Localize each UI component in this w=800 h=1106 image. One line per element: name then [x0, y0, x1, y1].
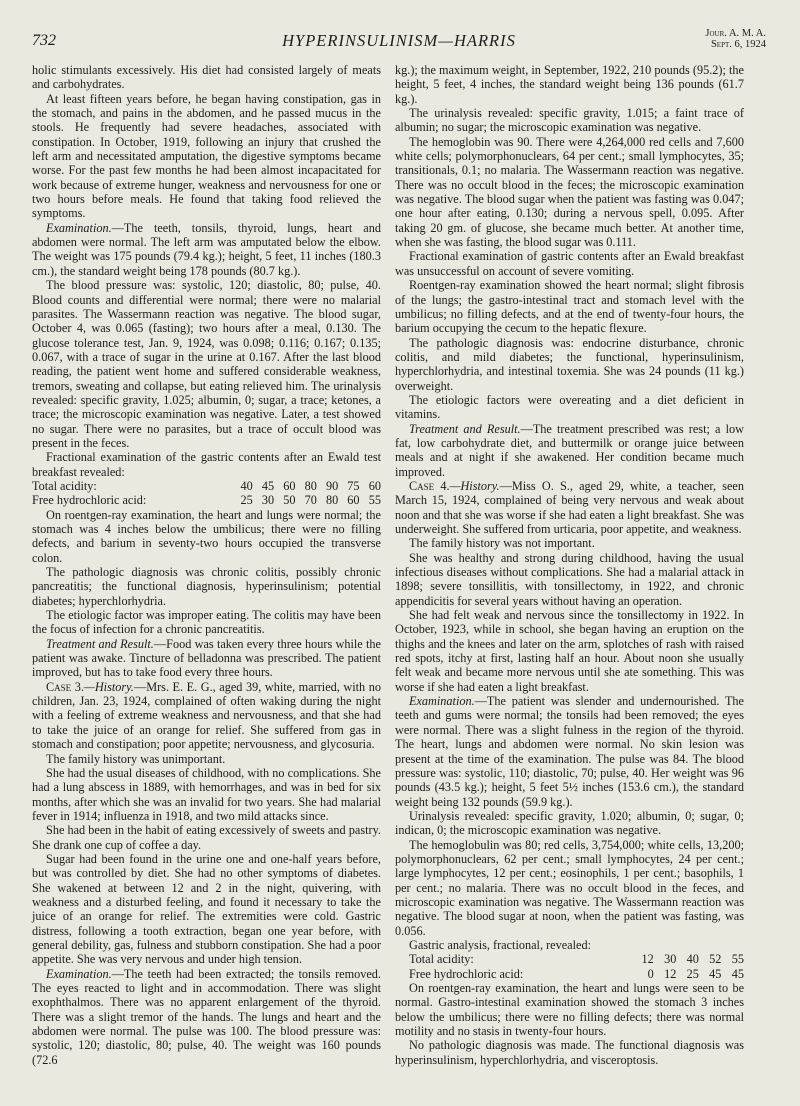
- row-label: Free hydrochloric acid:: [32, 493, 147, 508]
- table-row: [32, 479, 381, 493]
- page-number: 732: [32, 32, 56, 49]
- table-cell: 90: [325, 478, 339, 493]
- paragraph: Fractional examination of gastric contents after an Ewald breakfast was unsuccessful on account of severe vomiting.: [395, 249, 744, 278]
- table-cell: 52: [709, 952, 722, 967]
- paragraph: On roentgen-ray examination, the heart and lungs were seen to be normal. Gastro-intestinal examination showed the stomach 3 inches below the umbilicus; there were no filling defects; there was normal motility and no stasis in twenty-four hours.: [395, 981, 744, 1039]
- paragraph: Sugar had been found in the urine one and one-half years before, but was controlled by diet. She had no other symptoms of diabetes. She wakened at between 12 and 2 in the night, quivering, with weakness and a disturbed feeling, and found it necessary to take the juice of an orange for relief. The extremities were cold. Gastric distress, following a tooth extraction, began one year before, with general debility, gas, fulness and stubborn constipation. She had a poor appetite. She was very nervous and under high tension.: [32, 851, 381, 967]
- paragraph: [32, 967, 381, 1067]
- table-row: [32, 493, 381, 507]
- case-label: Case 3.: [46, 679, 84, 694]
- paragraph-text: —The treatment prescribed was rest; a low fat, low carbohydrate diet, and buttermilk or orange juice between meals and at night if she awakened. Her condition became much improved.: [395, 421, 744, 479]
- paragraph: At least fifteen years before, he began having constipation, gas in the stomach, and pains in the abdomen, and he passed mucus in the stools. He frequently had severe headaches, associated with constipation. In October, 1919, following an injury that crushed the left arm and necessitated amputation, the digestive symptoms became worse. For the past few months he had been almost incapacitated for work because of extreme hunger, weakness and nervousness for one or two hours before meals. He found that taking food relieved the symptoms.: [32, 91, 381, 221]
- section-heading: —History.: [449, 478, 500, 493]
- paragraph: On roentgen-ray examination, the heart and lungs were normal; the stomach was 4 inches below the umbilicus; there were no filling defects, and barium in seventy-two hours occupied the transverse colon.: [32, 507, 381, 565]
- table-cell: 75: [347, 478, 360, 493]
- paragraph: Fractional examination of the gastric contents after an Ewald test breakfast revealed:: [32, 450, 381, 479]
- journal-date: Sept. 6, 1924: [710, 39, 766, 50]
- table-cell: 60: [347, 493, 360, 508]
- gastric-acidity-table: [32, 479, 381, 508]
- journal-citation: [705, 28, 766, 50]
- table-cell: 12: [664, 966, 677, 981]
- journal-name: Jour. A. M. A.: [705, 28, 766, 39]
- paragraph: The blood pressure was: systolic, 120; diastolic, 80; pulse, 40. Blood counts and differential were normal; there were no malarial parasites. The Wassermann reaction was negative. The blood sugar, October 4, was 0.065 (fasting); two hours after a meal, 0.130. The glucose tolerance test, Jan. 9, 1924, was 0.098; 0.116; 0.167; 0.135; 0.067, with a trace of sugar in the urine at 0.167. After the last blood reading, the patient went home and suffered considerable weakness, tremors, sweating and collapse, but eating relieved him. The urinalysis revealed: specific gravity, 1.025; albumin, 0; sugar, a trace; ketones, a trace; the microscopic examination was negative. Later, a test showed no sugar. There were no parasites, but a trace of occult blood was present in the feces.: [32, 278, 381, 450]
- paragraph: She had the usual diseases of childhood, with no complications. She had a lung abscess in 1889, with hemorrhages, and was in bed for six months, after which she was an invalid for two years. She had malarial fever in 1914; influenza in 1918, and two mild attacks since.: [32, 765, 381, 823]
- paragraph-text: —The teeth had been extracted; the tonsils removed. The eyes reacted to light and in accommodation. There was slight exophthalmos. There was no apparent enlargement of the thyroid. There was a slight tremor of the hands. The lungs and heart and the abdomen were normal. The pulse was 100. The blood pressure was: systolic, 120; diastolic, 80; pulse, 40. The weight was 160 pounds (72.6: [32, 966, 381, 1067]
- row-label: Total acidity:: [409, 952, 474, 967]
- paragraph: kg.); the maximum weight, in September, 1922, 210 pounds (95.2); the height, 5 feet, 4 inches, the standard weight being 136 pounds (61.7 kg.).: [395, 63, 744, 106]
- row-label: Free hydrochloric acid:: [409, 966, 524, 981]
- gastric-analysis-table: [395, 952, 744, 981]
- paragraph-text: —The teeth, tonsils, thyroid, lungs, heart and abdomen were normal. The left arm was amputated below the elbow. The weight was 175 pounds (79.4 kg.); height, 5 feet, 11 inches (180.3 cm.), the standard weight being 178 pounds (80.7 kg.).: [32, 220, 381, 278]
- paragraph: The family history was not important.: [409, 536, 595, 551]
- table-cell: 0: [647, 966, 654, 981]
- paragraph: [395, 479, 744, 536]
- paragraph: [395, 422, 744, 479]
- running-title: HYPERINSULINISM—HARRIS: [282, 31, 516, 50]
- paragraph: The pathologic diagnosis was: endocrine disturbance, chronic colitis, and mild diabetes; the functional, hyperinsulinism, hyperchlorhydria, and intestinal toxemia. She was 24 pounds (11 kg.) overweight.: [395, 335, 744, 393]
- section-heading: Treatment and Result.: [409, 421, 521, 436]
- paragraph: Roentgen-ray examination showed the heart normal; slight fibrosis of the lungs; the gastro-intestinal tract and stomach level with the umbilicus; no filling defects, and at the end of twenty-four hours, the barium occupying the cecum to the hepatic flexure.: [395, 278, 744, 336]
- case-label: Case 4.: [409, 478, 450, 493]
- section-heading: Examination.: [46, 220, 112, 235]
- paragraph: No pathologic diagnosis was made. The functional diagnosis was hyperinsulinism, hyperchlorhydria, and visceroptosis.: [395, 1038, 744, 1067]
- table-cell: 12: [641, 952, 654, 967]
- paragraph: [32, 221, 381, 278]
- table-cell: 55: [368, 493, 381, 508]
- paragraph: She had felt weak and nervous since the tonsillectomy in 1922. In October, 1923, while in school, she began having an eruption on the thighs and the knees and later on the arm, splotches of rash with raised red spots, itchy at first, lasting half an hour. About noon she usually felt weak and became more nervous until she ate something. This was worse if she had eaten a light breakfast.: [395, 608, 744, 694]
- table-cell: 25: [686, 966, 699, 981]
- section-heading: Examination.: [46, 966, 112, 981]
- paragraph: The family history was unimportant.: [46, 751, 226, 766]
- table-cell: 55: [731, 952, 744, 967]
- paragraph: [32, 680, 381, 752]
- paragraph: The hemoglobin was 90. There were 4,264,000 red cells and 7,600 white cells; polymorphonuclears, 64 per cent.; small lymphocytes, 35; transitionals, 0.1; no malaria. The Wassermann reaction was negative. There was no occult blood in the feces; the microscopic examination was negative. The blood sugar when the patient was fasting was 0.047; one hour after eating, 0.130; during a nervous spell, 0.095. After taking 20 gm. of glucose, she became much better. At another time, when she was fasting, the blood sugar was 0.111.: [395, 134, 744, 250]
- paragraph: [395, 694, 744, 809]
- table-cell: 45: [261, 478, 275, 493]
- paragraph: holic stimulants excessively. His diet had consisted largely of meats and carbohydrates.: [32, 63, 381, 92]
- table-cell: 45: [731, 966, 744, 981]
- paragraph: [32, 637, 381, 680]
- table-cell: 40: [686, 952, 699, 967]
- paragraph-text: —Food was taken every three hours while the patient was awake. Tincture of belladonna was prescribed. The patient improved, but has to take food every three hours.: [32, 636, 381, 680]
- paragraph: Gastric analysis, fractional, revealed:: [409, 937, 591, 952]
- table-cell: 40: [240, 478, 253, 493]
- page-header: [32, 28, 766, 58]
- paragraph: Urinalysis revealed: specific gravity, 1.020; albumin, 0; sugar, 0; indican, 0; the microscopic examination was negative.: [395, 808, 744, 838]
- paragraph: The urinalysis revealed: specific gravity, 1.015; a faint trace of albumin; no sugar; the microscopic examination was negative.: [395, 106, 744, 135]
- paragraph-text: —Mrs. E. E. G., aged 39, white, married, with no children, Jan. 23, 1924, complained of often waking during the night with a feeling of extreme weakness and nervousness, and that she had to take the juice of an orange for relief. She suffered from gas in stomach and constipation; poor appetite; nervousness, and glycosuria.: [32, 679, 381, 752]
- left-column: [32, 63, 381, 1067]
- table-cell: 80: [304, 478, 317, 493]
- paragraph: She had been in the habit of eating excessively of sweets and pastry. She drank one cup of coffee a day.: [32, 823, 381, 852]
- right-column: [395, 63, 744, 1067]
- row-label: Total acidity:: [32, 478, 97, 493]
- table-row: [395, 967, 744, 981]
- paragraph: She was healthy and strong during childhood, having the usual infectious diseases without complications. She had a malarial attack in 1898; severe tonsillitis, with tonsillectomy, in 1922, and chronic appendicitis for several years without having an operation.: [395, 550, 744, 608]
- table-cell: 30: [261, 493, 275, 508]
- table-cell: 60: [283, 478, 296, 493]
- table-row: [395, 952, 744, 966]
- table-cell: 50: [283, 493, 296, 508]
- table-cell: 70: [304, 493, 317, 508]
- paragraph: The etiologic factors were overeating and a diet deficient in vitamins.: [395, 392, 744, 422]
- section-heading: —History.: [83, 679, 134, 694]
- paragraph-text: —The patient was slender and undernourished. The teeth and gums were normal; the tonsils had been removed; the eyes were normal. There was a slight fulness in the region of the thyroid. The heart, lungs and abdomen were normal. No skin lesion was present at the time of the examination. The pulse was 84. The blood pressure was: systolic, 110; diastolic, 70; pulse, 40. Her weight was 96 pounds (43.5 kg.); height, 5 feet 5½ inches (153.6 cm.), the standard weight being 132 pounds (59.9 kg.).: [395, 694, 744, 809]
- paragraph-text: —Miss O. S., aged 29, white, a teacher, seen March 15, 1924, complained of being very nervous and weak about noon and that she was worse if she had eaten a light breakfast. She was underweight. She suffered from urticaria, poor appetite, and weakness.: [395, 478, 744, 536]
- paragraph: The hemoglobulin was 80; red cells, 3,754,000; white cells, 13,200; polymorphonuclears, 62 per cent.; small lymphocytes, 24 per cent.; large lymphocytes, 12 per cent.; eosinophils, 1 per cent.; basophils, 1 per cent.; no malaria. There was no occult blood in the feces, and microscopic examination was negative. The Wassermann reaction was negative. The blood sugar at noon, when the patient was fasting, was 0.056.: [395, 837, 744, 938]
- table-cell: 45: [709, 966, 722, 981]
- section-heading: Examination.: [409, 694, 475, 709]
- paragraph: The pathologic diagnosis was chronic colitis, possibly chronic pancreatitis; the functional diagnosis, hyperinsulinism; potential diabetes; hyperchlorhydria.: [32, 565, 381, 608]
- table-cell: 30: [664, 952, 677, 967]
- table-cell: 80: [325, 493, 339, 508]
- paragraph: The etiologic factor was improper eating. The colitis may have been the focus of infection for a chronic pancreatitis.: [32, 608, 381, 637]
- section-heading: Treatment and Result.: [46, 636, 154, 651]
- table-cell: 25: [240, 493, 253, 508]
- table-cell: 60: [368, 478, 381, 493]
